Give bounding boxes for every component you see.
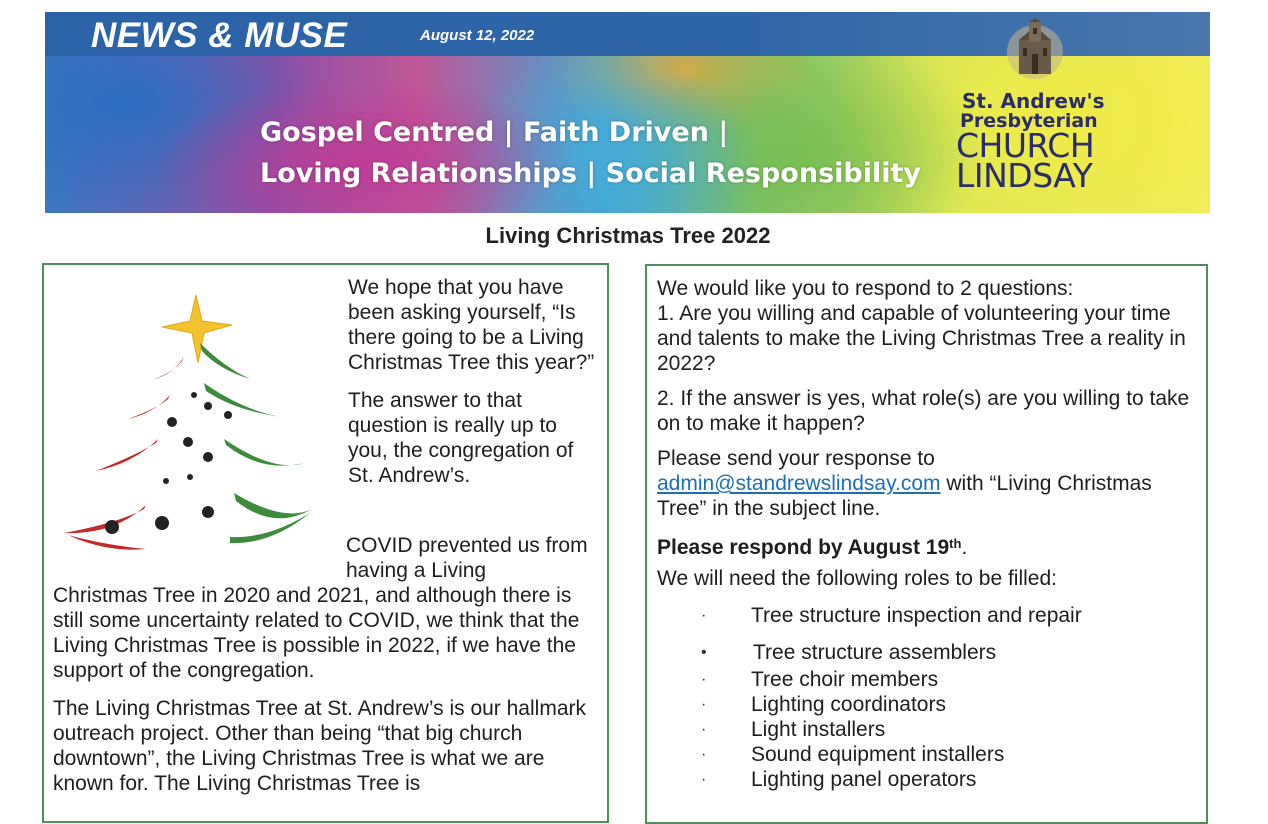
- intro-paragraph-2: The answer to that question is really up to you, the congregation of St. Andrew’s.: [348, 389, 574, 487]
- covid-paragraph-lead: COVID prevented us from having a Living: [346, 534, 588, 582]
- bullet: ·: [701, 671, 707, 688]
- church-name-line-3: CHURCH: [956, 126, 1095, 165]
- covid-paragraph-rest: Christmas Tree in 2020 and 2021, and although there is still some uncertainty related to COVID, we think that the Living Christmas Tree is possible in 2022, if we have the support of the congregation.: [53, 584, 580, 682]
- christmas-tree-illustration: [54, 287, 319, 557]
- list-item: [701, 640, 1161, 665]
- bullet: ·: [701, 721, 707, 738]
- bullet: ·: [701, 746, 707, 763]
- list-item: [701, 667, 1161, 692]
- deadline-suffix: th: [949, 536, 962, 551]
- newsletter-banner: [45, 12, 1210, 213]
- church-name-line-1: St. Andrew's: [962, 89, 1105, 113]
- deadline-text: [657, 531, 1197, 560]
- roles-list: [701, 603, 1161, 792]
- article-title: Living Christmas Tree 2022: [485, 223, 771, 248]
- roles-intro: We will need the following roles to be filled:: [657, 567, 1057, 590]
- list-item: [701, 603, 1161, 628]
- deadline-label: Please respond by August 19: [657, 536, 950, 559]
- right-article-box: [645, 264, 1208, 824]
- church-name-line-4: LINDSAY: [956, 156, 1093, 195]
- question-2: 2. If the answer is yes, what role(s) are you willing to take on to make it happen?: [657, 387, 1190, 435]
- masthead-title: NEWS & MUSE: [91, 16, 348, 55]
- bullet: ·: [701, 696, 707, 713]
- deadline-period: .: [961, 536, 968, 559]
- role-label: Lighting panel operators: [751, 768, 977, 791]
- outreach-paragraph: The Living Christmas Tree at St. Andrew’s is our hallmark outreach project. Other than being “that big church downtown”, the Living Christmas Tree is what we are known for. The Living Christmas Tree is: [53, 697, 586, 795]
- role-label: Sound equipment installers: [751, 743, 1005, 766]
- questions-intro: We would like you to respond to 2 questions:: [657, 277, 1074, 300]
- send-response-text: [657, 446, 1197, 521]
- send-suffix: with “Living Christmas Tree” in the subject line.: [657, 472, 1152, 520]
- bullet: •: [701, 644, 707, 661]
- left-article-box: [42, 263, 609, 823]
- bullet: ·: [701, 771, 707, 788]
- role-label: Lighting coordinators: [751, 693, 946, 716]
- send-prefix: Please send your response to: [657, 447, 935, 470]
- list-item: [701, 692, 1161, 717]
- church-logo: [950, 18, 1120, 206]
- church-name-line-2: Presbyterian: [960, 110, 1098, 132]
- email-link[interactable]: admin@standrewslindsay.com: [657, 472, 941, 495]
- bullet: ·: [701, 607, 707, 624]
- tagline-line-2: Loving Relationships | Social Responsibility: [260, 158, 921, 189]
- tagline-line-1: Gospel Centred | Faith Driven |: [260, 117, 729, 148]
- full-width-text: [53, 583, 598, 809]
- intro-column: [348, 275, 598, 501]
- intro-paragraph-1: We hope that you have been asking yourself, “Is there going to be a Living Christmas Tree this year?”: [348, 276, 595, 374]
- church-building-icon: [1005, 18, 1065, 80]
- church-name: [956, 89, 1126, 195]
- list-item: [701, 767, 1161, 792]
- role-label: Tree structure assemblers: [753, 641, 997, 664]
- issue-date: August 12, 2022: [420, 27, 535, 44]
- role-label: Tree choir members: [751, 668, 939, 691]
- list-item: [701, 717, 1161, 742]
- role-label: Light installers: [751, 718, 886, 741]
- questions-section: [657, 276, 1197, 601]
- tagline: [260, 112, 921, 194]
- role-label: Tree structure inspection and repair: [751, 604, 1082, 627]
- question-1: 1. Are you willing and capable of volunteering your time and talents to make the Living Christmas Tree a reality in 2022?: [657, 302, 1186, 375]
- list-item: [701, 742, 1161, 767]
